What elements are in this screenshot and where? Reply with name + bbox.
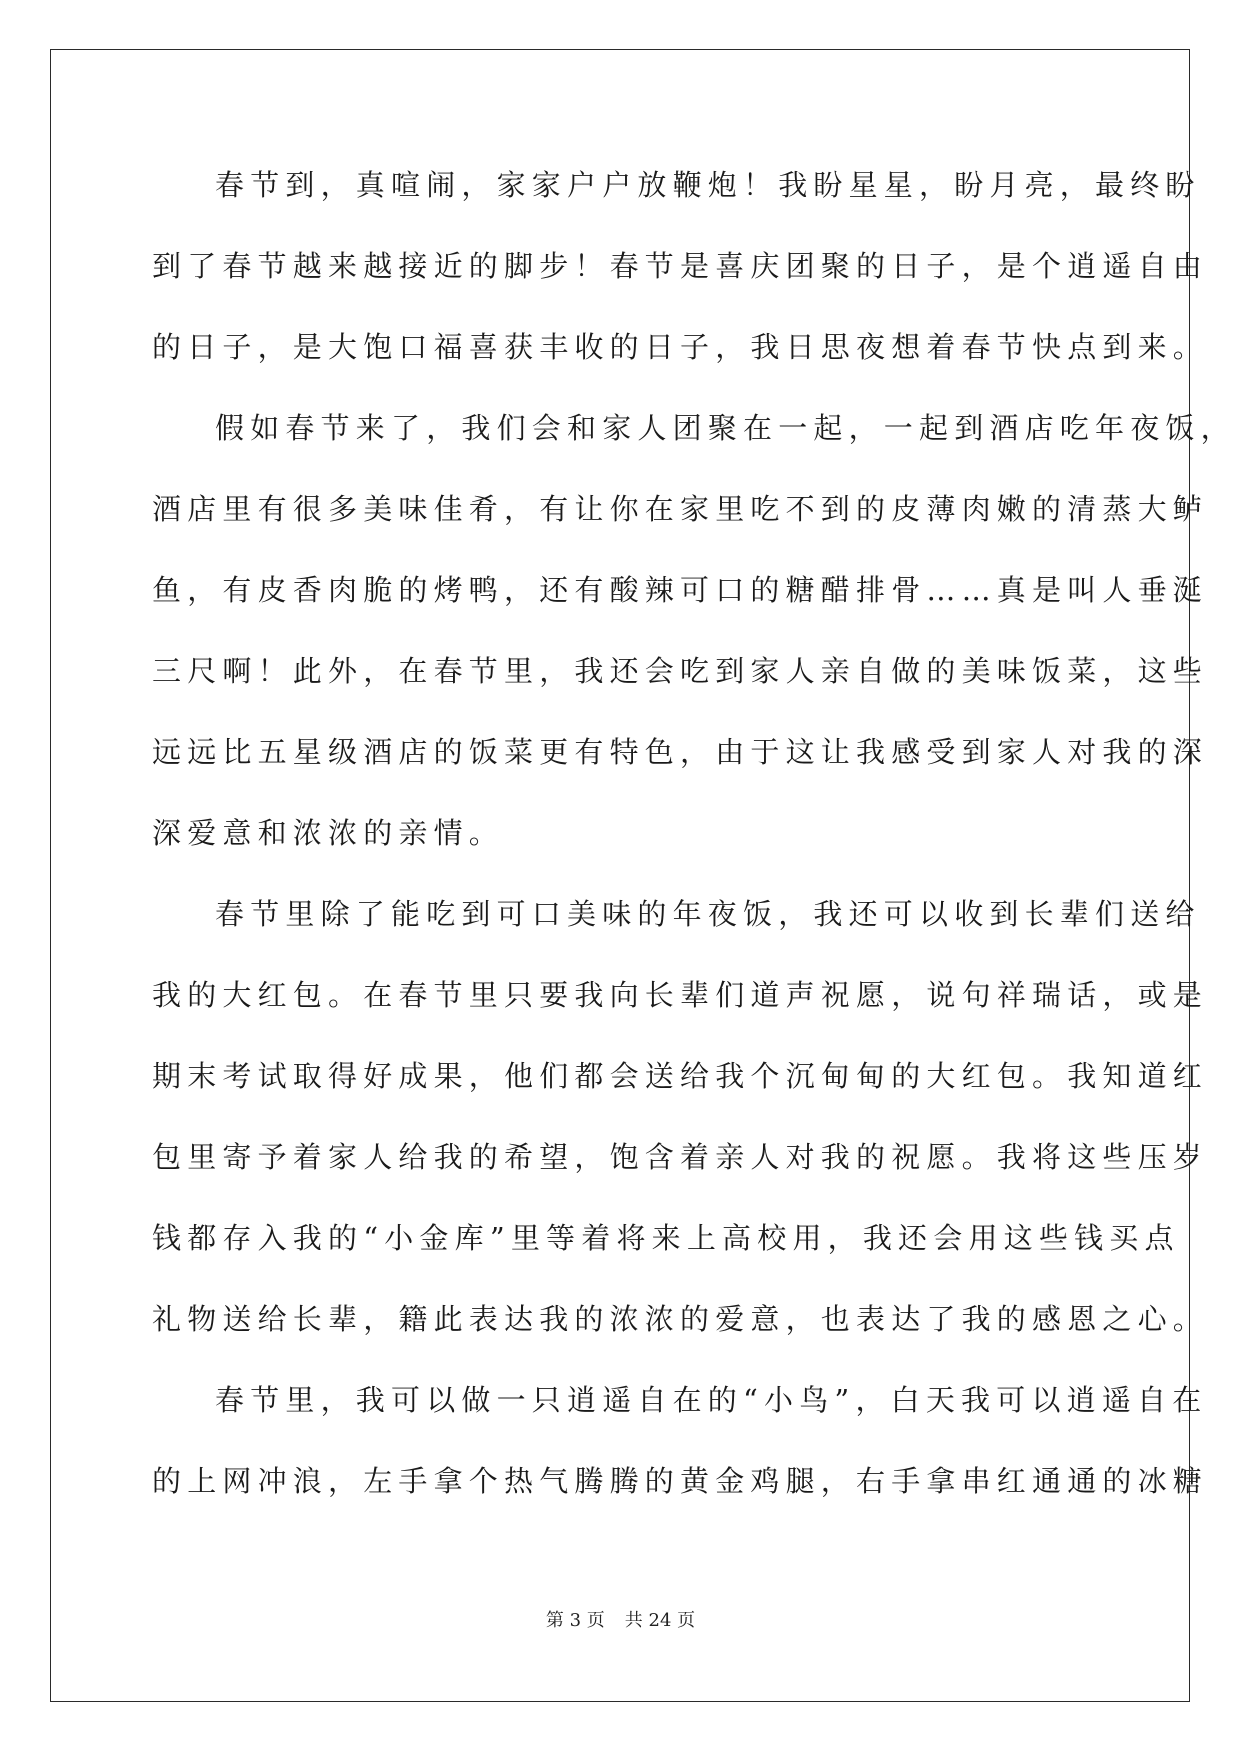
page-total: 共 24 页 xyxy=(624,1610,696,1631)
paragraph-2-line-5: 远远比五星级酒店的饭菜更有特色，由于这让我感受到家人对我的深 xyxy=(152,735,1209,769)
paragraph-2-line-4: 三尺啊！此外，在春节里，我还会吃到家人亲自做的美味饭菜，这些 xyxy=(152,654,1209,688)
page-footer xyxy=(0,1609,1241,1633)
paragraph-3-line-4: 包里寄予着家人给我的希望，饱含着亲人对我的祝愿。我将这些压岁 xyxy=(152,1140,1209,1174)
paragraph-2-line-3: 鱼，有皮香肉脆的烤鸭，还有酸辣可口的糖醋排骨……真是叫人垂涎 xyxy=(152,573,1209,607)
page-border xyxy=(50,49,1190,1702)
paragraph-3-line-3: 期末考试取得好成果，他们都会送给我个沉甸甸的大红包。我知道红 xyxy=(152,1059,1209,1093)
paragraph-3-line-2: 我的大红包。在春节里只要我向长辈们道声祝愿，说句祥瑞话，或是 xyxy=(152,978,1209,1012)
paragraph-3-line-5: 钱都存入我的“小金库”里等着将来上高校用，我还会用这些钱买点 xyxy=(152,1221,1180,1255)
paragraph-2-line-6: 深爱意和浓浓的亲情。 xyxy=(152,816,505,850)
paragraph-2-line-2: 酒店里有很多美味佳肴，有让你在家里吃不到的皮薄肉嫩的清蒸大鲈 xyxy=(152,492,1209,526)
paragraph-3-line-6: 礼物送给长辈，籍此表达我的浓浓的爱意，也表达了我的感恩之心。 xyxy=(152,1302,1209,1336)
paragraph-4-line-2: 的上网冲浪，左手拿个热气腾腾的黄金鸡腿，右手拿串红通通的冰糖 xyxy=(152,1464,1209,1498)
paragraph-1-line-3: 的日子，是大饱口福喜获丰收的日子，我日思夜想着春节快点到来。 xyxy=(152,330,1209,364)
paragraph-1-line-1: 春节到，真喧闹，家家户户放鞭炮！我盼星星，盼月亮，最终盼 xyxy=(215,168,1201,202)
paragraph-3-line-1: 春节里除了能吃到可口美味的年夜饭，我还可以收到长辈们送给 xyxy=(215,897,1201,931)
paragraph-2-line-1: 假如春节来了，我们会和家人团聚在一起，一起到酒店吃年夜饭， xyxy=(215,411,1236,445)
paragraph-4-line-1: 春节里，我可以做一只逍遥自在的“小鸟”，白天我可以逍遥自在 xyxy=(215,1383,1208,1417)
paragraph-1-line-2: 到了春节越来越接近的脚步！春节是喜庆团聚的日子，是个逍遥自由 xyxy=(152,249,1209,283)
page-number: 第 3 页 xyxy=(545,1610,605,1631)
